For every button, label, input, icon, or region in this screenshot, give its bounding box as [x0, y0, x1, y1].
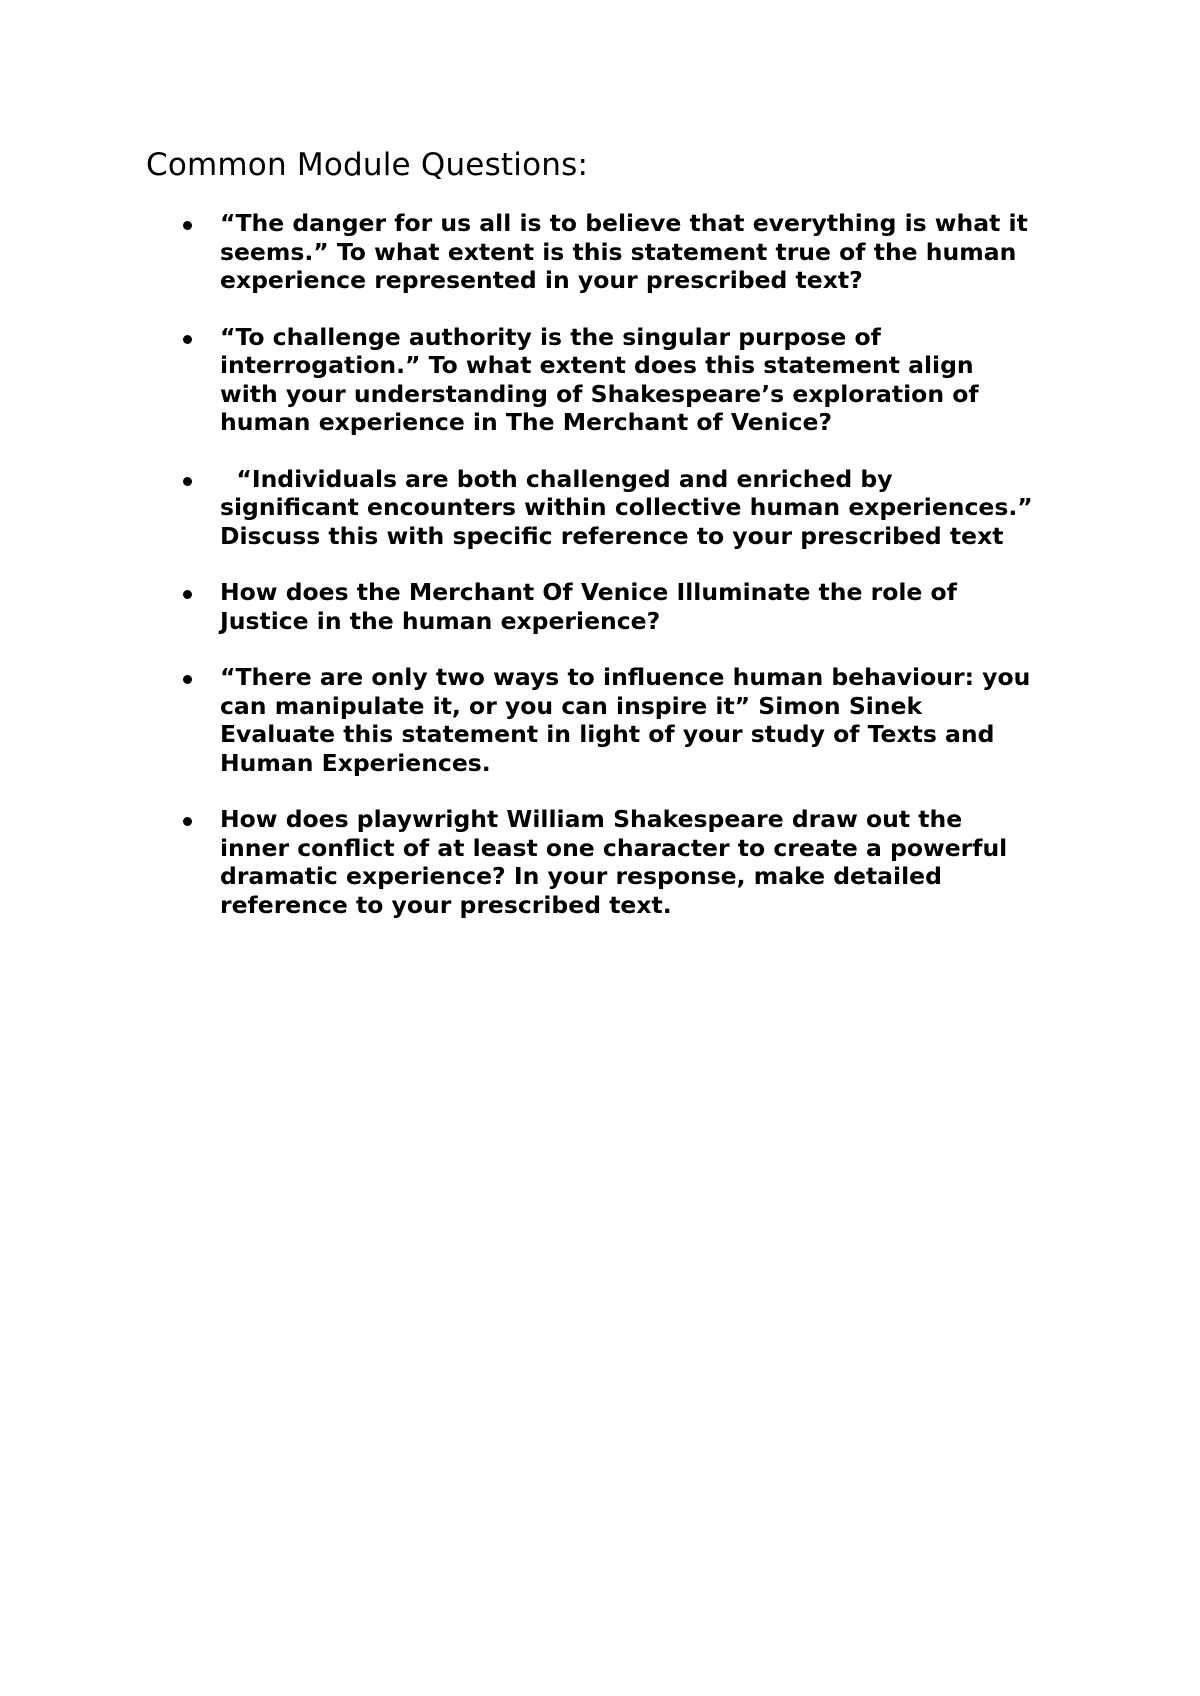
question-text [220, 578, 1080, 635]
list-item [0, 663, 1200, 777]
list-item [0, 323, 1200, 437]
text-line: inner conflict of at least one character to create a powerful [220, 833, 1008, 862]
bullet-icon [183, 817, 192, 826]
bullet-icon [183, 335, 192, 344]
text-line: “There are only two ways to influence human behaviour: you [220, 663, 1031, 691]
text-line: reference to your prescribed text. [220, 890, 672, 919]
text-line: Evaluate this statement in light of your study of Texts and [220, 720, 995, 748]
list-item [0, 805, 1200, 919]
question-text [220, 465, 1080, 551]
question-text [220, 805, 1080, 919]
text-line: How does the Merchant Of Venice Illuminate the role of [220, 578, 957, 606]
text-line: can manipulate it, or you can inspire it” Simon Sinek [220, 691, 923, 720]
bullet-icon [183, 221, 192, 230]
text-line: with your understanding of Shakespeare’s exploration of [220, 379, 979, 408]
text-line: “The danger for us all is to believe that everything is what it [220, 209, 1028, 237]
page-title: Common Module Questions: [146, 147, 589, 183]
list-item [0, 209, 1200, 295]
list-item [0, 465, 1200, 551]
text-line: “To challenge authority is the singular purpose of [220, 322, 881, 351]
list-item [0, 578, 1200, 635]
text-line: human experience in The Merchant of Venice? [220, 408, 833, 436]
text-line: Justice in the human experience? [220, 606, 661, 635]
text-line: dramatic experience? In your response, make detailed [220, 862, 942, 890]
question-text [220, 209, 1080, 295]
text-line: Human Experiences. [220, 748, 491, 777]
bullet-icon [183, 477, 192, 486]
text-line: “Individuals are both challenged and enriched by [220, 464, 893, 493]
text-line: significant encounters within collective human experiences.” [220, 493, 1033, 521]
bullet-icon [183, 590, 192, 599]
question-text [220, 323, 1080, 437]
question-list [0, 209, 1200, 947]
text-line: seems.” To what extent is this statement true of the human [220, 237, 1017, 266]
question-text [220, 663, 1080, 777]
text-line: How does playwright William Shakespeare draw out the [220, 805, 963, 833]
bullet-icon [183, 675, 192, 684]
text-line: interrogation.” To what extent does this statement align [220, 351, 974, 379]
text-line: experience represented in your prescribed text? [220, 266, 863, 294]
text-line: Discuss this with specific reference to your prescribed text [220, 521, 1004, 550]
